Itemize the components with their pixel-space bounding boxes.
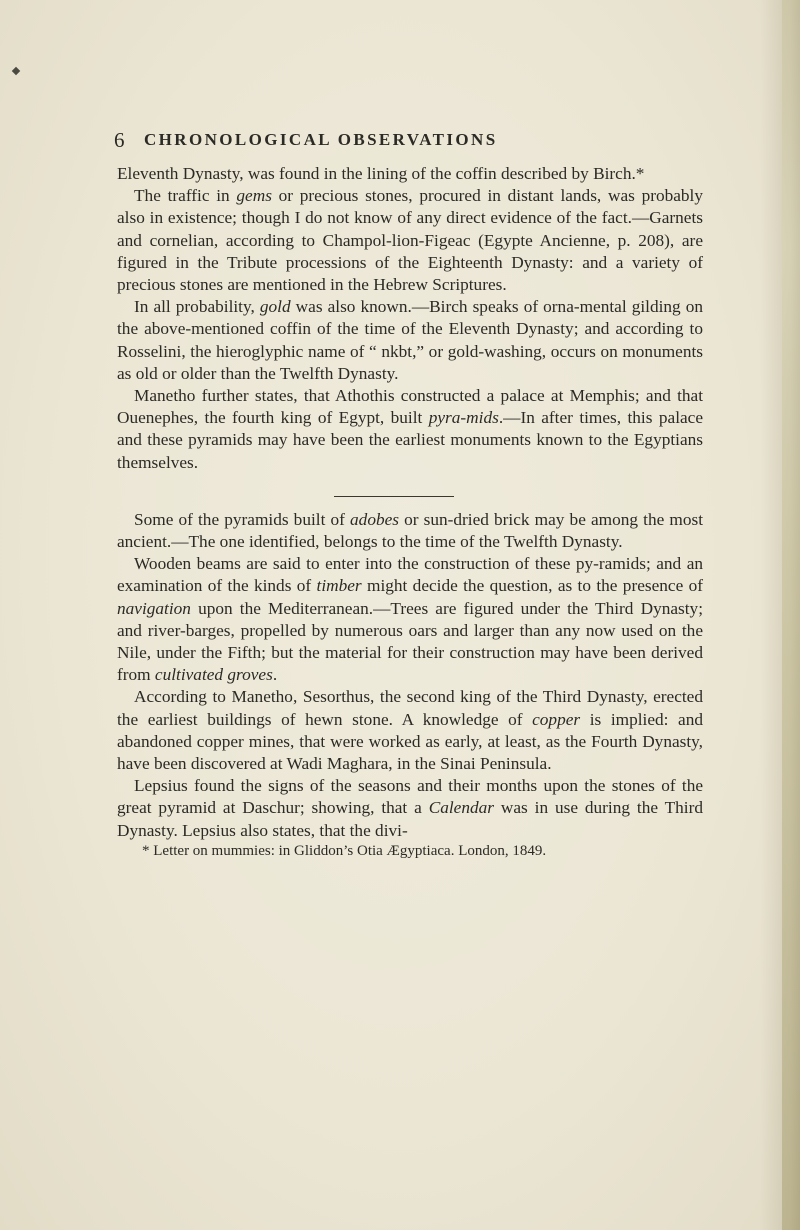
text-run: was in use during the Third Dynasty. Lepsius also states, that the divi- <box>117 798 703 840</box>
italic-run: copper <box>532 709 581 729</box>
paragraph <box>117 553 703 686</box>
text-run: Wooden beams are said to enter into the construction of these py-ramids; and an examination of the kinds of <box>117 554 703 596</box>
text-run: upon the Mediterranean.—Trees are figured under the Third Dynasty; and river-barges, propelled by numerous oars and larger than any now used on the Nile, under the Fifth; but the material for their construction may have been derived from <box>117 598 703 685</box>
text-run: .—In after times, this palace and these pyramids may have been the earliest monuments known to the Egyptians themselves. <box>117 408 703 472</box>
paragraph <box>117 296 703 385</box>
text-run: The traffic in <box>134 186 237 206</box>
italic-run: gems <box>236 186 272 206</box>
paragraph <box>117 385 703 474</box>
text-run: Manetho further states, that Athothis constructed a palace at Memphis; and that Ouenephes, the fourth king of Egypt, built <box>117 386 703 428</box>
text-run: or sun-dried brick may be among the most ancient.—The one identified, belongs to the time of the Twelfth Dynasty. <box>117 509 703 552</box>
italic-run: navigation <box>117 598 191 618</box>
paragraph <box>117 509 703 553</box>
text-run: is implied: and abandoned copper mines, that were worked as early, at least, as the Fourth Dynasty, have been discovered at Wadi Maghara, in the Sinai Peninsula. <box>117 709 703 774</box>
body-text <box>117 163 703 861</box>
text-run: Eleventh Dynasty, was found in the lining of the coffin described by Birch.* <box>117 164 645 183</box>
page-header <box>114 128 714 154</box>
page-edge-stain <box>782 0 800 1230</box>
text-run: Some of the pyramids built of <box>134 509 351 529</box>
margin-mark <box>12 67 20 75</box>
italic-run: Calendar <box>428 798 494 818</box>
paragraph <box>117 185 703 296</box>
italic-run: gold <box>259 297 291 317</box>
running-head: CHRONOLOGICAL OBSERVATIONS <box>144 130 498 149</box>
text-run: Lepsius found the signs of the seasons and their months upon the stones of the great pyramid at Daschur; showing, that a <box>117 776 703 818</box>
section-divider <box>334 496 454 497</box>
paragraph <box>117 775 703 842</box>
text-run: was also known.—Birch speaks of orna-mental gilding on the above-mentioned coffin of the time of the Eleventh Dynasty; and according to Rosselini, the hieroglyphic name of “ nkbt,” or gold-washing, occurs on monuments as old or older than the Twelfth Dynasty. <box>117 297 703 383</box>
page-number: 6 <box>114 128 126 152</box>
italic-run: pyra-mids <box>428 408 499 428</box>
text-run: or precious stones, procured in distant lands, was probably also in existence; though I do not know of any direct evidence of the fact.—Garnets and cornelian, according to Champol-lion-Figeac (Egypte Ancienne, p. 208), are figured in the Tribute processions of the Eighteenth Dynasty: and a variety of precious stones are mentioned in the Hebrew Scriptures. <box>117 186 704 295</box>
text-run: In all probability, <box>134 297 260 317</box>
italic-run: cultivated groves <box>154 665 273 685</box>
text-run: According to Manetho, Sesorthus, the second king of the Third Dynasty, erected the earliest buildings of hewn stone. A knowledge of <box>117 687 703 729</box>
italic-run: adobes <box>350 509 399 529</box>
footnote: * Letter on mummies: in Gliddon’s Otia Ægyptiaca. London, 1849. <box>142 842 547 859</box>
italic-run: timber <box>316 576 362 596</box>
text-run: might decide the question, as to the presence of <box>361 576 703 596</box>
paragraph <box>117 163 703 185</box>
paragraph <box>117 686 703 775</box>
text-run: . <box>272 665 278 685</box>
